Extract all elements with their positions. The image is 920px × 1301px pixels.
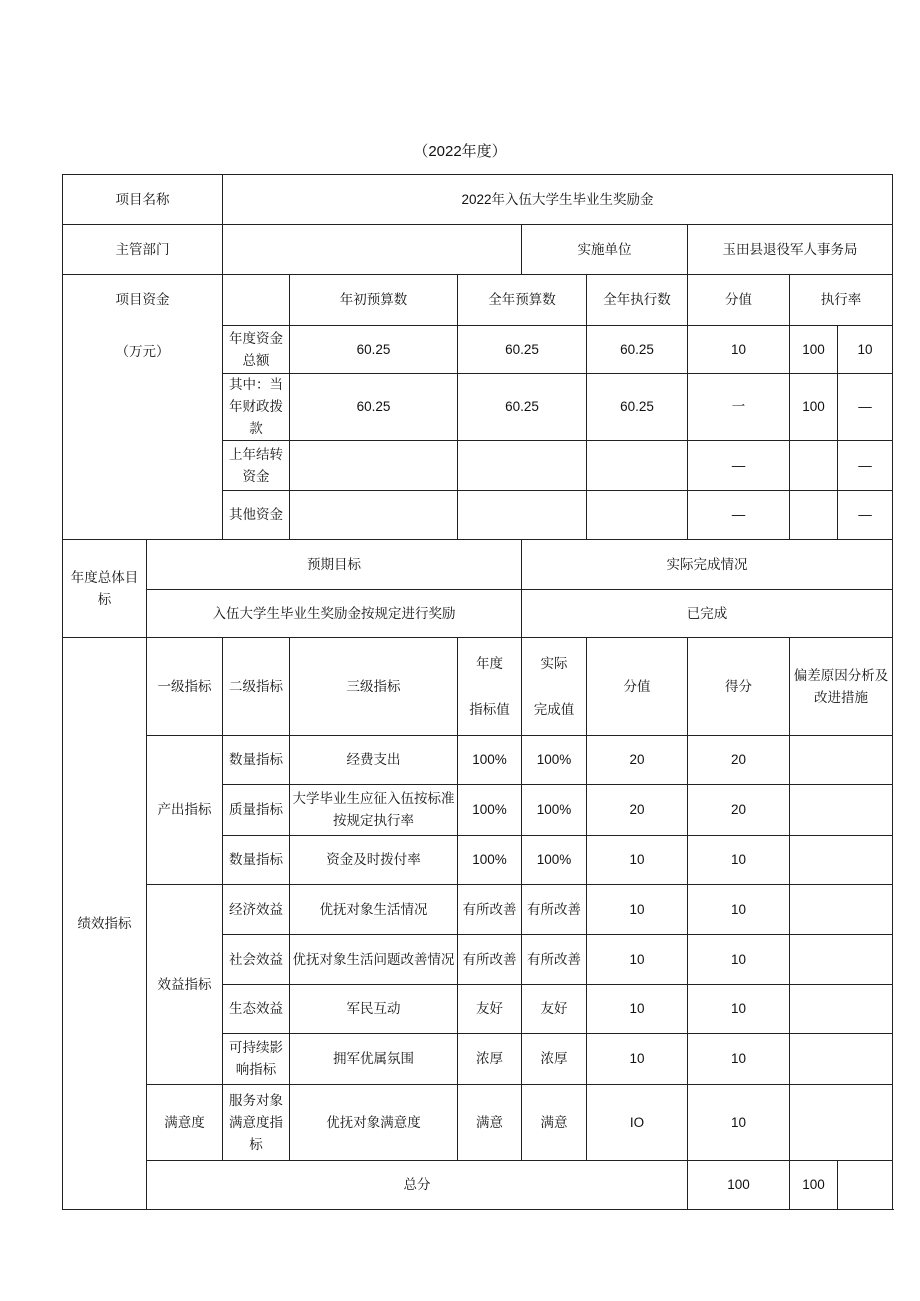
perf-score: 10 xyxy=(688,836,790,885)
perf-score-value: 20 xyxy=(587,785,688,836)
perf-score: 10 xyxy=(688,885,790,935)
funds-row-annual xyxy=(458,491,587,540)
funds-label-line1: 项目资金 xyxy=(115,292,170,308)
funds-row-score: — xyxy=(838,441,893,491)
perf-level2: 生态效益 xyxy=(223,985,290,1034)
project-name-value: 2022年入伍大学生毕业生奖励金 xyxy=(223,175,893,225)
perf-level2: 社会效益 xyxy=(223,935,290,985)
funds-row-executed xyxy=(587,491,688,540)
funds-row-annual: 60.25 xyxy=(458,326,587,374)
funds-row-score-value: — xyxy=(688,441,790,491)
total-blank xyxy=(838,1161,893,1210)
goal-actual-value: 已完成 xyxy=(522,590,893,638)
funds-row-annual xyxy=(458,441,587,491)
perf-target: 100% xyxy=(458,836,522,885)
perf-header-target xyxy=(458,638,522,736)
perf-header-level3: 三级指标 xyxy=(290,638,458,736)
funds-row-rate: 100 xyxy=(790,326,838,374)
perf-level2: 数量指标 xyxy=(223,836,290,885)
perf-header-target-line1: 年度 xyxy=(476,655,503,672)
perf-target: 友好 xyxy=(458,985,522,1034)
perf-actual: 100% xyxy=(522,836,587,885)
perf-level2: 质量指标 xyxy=(223,785,290,836)
funds-row-initial: 60.25 xyxy=(290,374,458,441)
perf-score: 10 xyxy=(688,1085,790,1161)
perf-target: 满意 xyxy=(458,1085,522,1161)
funds-row-rate xyxy=(790,441,838,491)
perf-score-value: 10 xyxy=(587,885,688,935)
perf-level3: 军民互动 xyxy=(290,985,458,1034)
perf-level3: 优抚对象生活问题改善情况 xyxy=(290,935,458,985)
perf-actual: 有所改善 xyxy=(522,935,587,985)
funds-row-score: 10 xyxy=(838,326,893,374)
funds-label xyxy=(63,275,223,540)
perf-header-actual-line1: 实际 xyxy=(540,655,568,672)
perf-level3: 优抚对象满意度 xyxy=(290,1085,458,1161)
perf-header-target-line2: 指标值 xyxy=(469,701,510,718)
funds-row-rate: 100 xyxy=(790,374,838,441)
perf-target: 100% xyxy=(458,785,522,836)
funds-header-executed: 全年执行数 xyxy=(587,275,688,326)
perf-score: 20 xyxy=(688,785,790,836)
perf-level2: 数量指标 xyxy=(223,736,290,785)
perf-deviation xyxy=(790,785,893,836)
funds-row-score-value: 一 xyxy=(688,374,790,441)
perf-score-value: IO xyxy=(587,1085,688,1161)
perf-level2: 经济效益 xyxy=(223,885,290,935)
funds-row-score: — xyxy=(838,374,893,441)
perf-header-actual xyxy=(522,638,587,736)
perf-header-score-value: 分值 xyxy=(587,638,688,736)
funds-header-score-value: 分值 xyxy=(688,275,790,326)
funds-row-initial xyxy=(290,491,458,540)
perf-score: 10 xyxy=(688,985,790,1034)
perf-score-value: 20 xyxy=(587,736,688,785)
dept-value xyxy=(223,225,522,275)
perf-level1: 效益指标 xyxy=(147,885,223,1085)
perf-level2: 可持续影响指标 xyxy=(223,1034,290,1085)
perf-target: 有所改善 xyxy=(458,935,522,985)
perf-header-level1: 一级指标 xyxy=(147,638,223,736)
perf-deviation xyxy=(790,985,893,1034)
total-label: 总分 xyxy=(147,1161,688,1210)
funds-row-score-value: 10 xyxy=(688,326,790,374)
funds-row-score-value: — xyxy=(688,491,790,540)
perf-score-value: 10 xyxy=(587,935,688,985)
perf-actual: 浓厚 xyxy=(522,1034,587,1085)
unit-value: 玉田县退役军人事务局 xyxy=(688,225,893,275)
funds-row-rate xyxy=(790,491,838,540)
perf-level1: 产出指标 xyxy=(147,736,223,885)
funds-row-name: 其中：当年财政拨款 xyxy=(223,374,290,441)
perf-level3: 经费支出 xyxy=(290,736,458,785)
perf-header-deviation: 偏差原因分析及改进措施 xyxy=(790,638,893,736)
total-score: 100 xyxy=(790,1161,838,1210)
perf-header-score: 得分 xyxy=(688,638,790,736)
funds-row-initial xyxy=(290,441,458,491)
funds-row-name: 其他资金 xyxy=(223,491,290,540)
goal-expected-header: 预期目标 xyxy=(147,540,522,590)
perf-score-value: 10 xyxy=(587,985,688,1034)
funds-row-initial: 60.25 xyxy=(290,326,458,374)
goal-label: 年度总体目标 xyxy=(63,540,147,638)
unit-label: 实施单位 xyxy=(522,225,688,275)
perf-level3: 优抚对象生活情况 xyxy=(290,885,458,935)
perf-level1: 满意度 xyxy=(147,1085,223,1161)
perf-deviation xyxy=(790,1034,893,1085)
funds-row-name: 年度资金总额 xyxy=(223,326,290,374)
funds-header-rate: 执行率 xyxy=(790,275,893,326)
perf-target: 浓厚 xyxy=(458,1034,522,1085)
perf-deviation xyxy=(790,1085,893,1161)
perf-score: 10 xyxy=(688,1034,790,1085)
goal-actual-header: 实际完成情况 xyxy=(522,540,893,590)
perf-target: 100% xyxy=(458,736,522,785)
performance-table xyxy=(62,174,893,1210)
funds-row-executed: 60.25 xyxy=(587,326,688,374)
perf-deviation xyxy=(790,736,893,785)
perf-score: 20 xyxy=(688,736,790,785)
perf-actual: 100% xyxy=(522,736,587,785)
perf-deviation xyxy=(790,935,893,985)
perf-header-level2: 二级指标 xyxy=(223,638,290,736)
funds-row-name: 上年结转资金 xyxy=(223,441,290,491)
goal-expected-value: 入伍大学生毕业生奖励金按规定进行奖励 xyxy=(147,590,522,638)
project-name-label: 项目名称 xyxy=(63,175,223,225)
perf-score-value: 10 xyxy=(587,1034,688,1085)
perf-actual: 友好 xyxy=(522,985,587,1034)
funds-row-score: — xyxy=(838,491,893,540)
perf-target: 有所改善 xyxy=(458,885,522,935)
funds-label-line2: （万元） xyxy=(115,344,170,360)
funds-row-executed xyxy=(587,441,688,491)
total-score-value: 100 xyxy=(688,1161,790,1210)
performance-label: 绩效指标 xyxy=(63,638,147,1210)
perf-deviation xyxy=(790,836,893,885)
perf-deviation xyxy=(790,885,893,935)
perf-actual: 100% xyxy=(522,785,587,836)
dept-label: 主管部门 xyxy=(63,225,223,275)
perf-level3: 拥军优属氛围 xyxy=(290,1034,458,1085)
funds-header-initial: 年初预算数 xyxy=(290,275,458,326)
funds-name-header xyxy=(223,275,290,326)
perf-actual: 有所改善 xyxy=(522,885,587,935)
year-label: （2022年度） xyxy=(413,143,507,160)
funds-row-annual: 60.25 xyxy=(458,374,587,441)
funds-header-annual: 全年预算数 xyxy=(458,275,587,326)
perf-level3: 大学毕业生应征入伍按标准按规定执行率 xyxy=(290,785,458,836)
perf-header-actual-line2: 完成值 xyxy=(533,701,575,718)
funds-row-executed: 60.25 xyxy=(587,374,688,441)
perf-score-value: 10 xyxy=(587,836,688,885)
perf-level3: 资金及时拨付率 xyxy=(290,836,458,885)
perf-actual: 满意 xyxy=(522,1085,587,1161)
perf-level2: 服务对象满意度指标 xyxy=(223,1085,290,1161)
perf-score: 10 xyxy=(688,935,790,985)
